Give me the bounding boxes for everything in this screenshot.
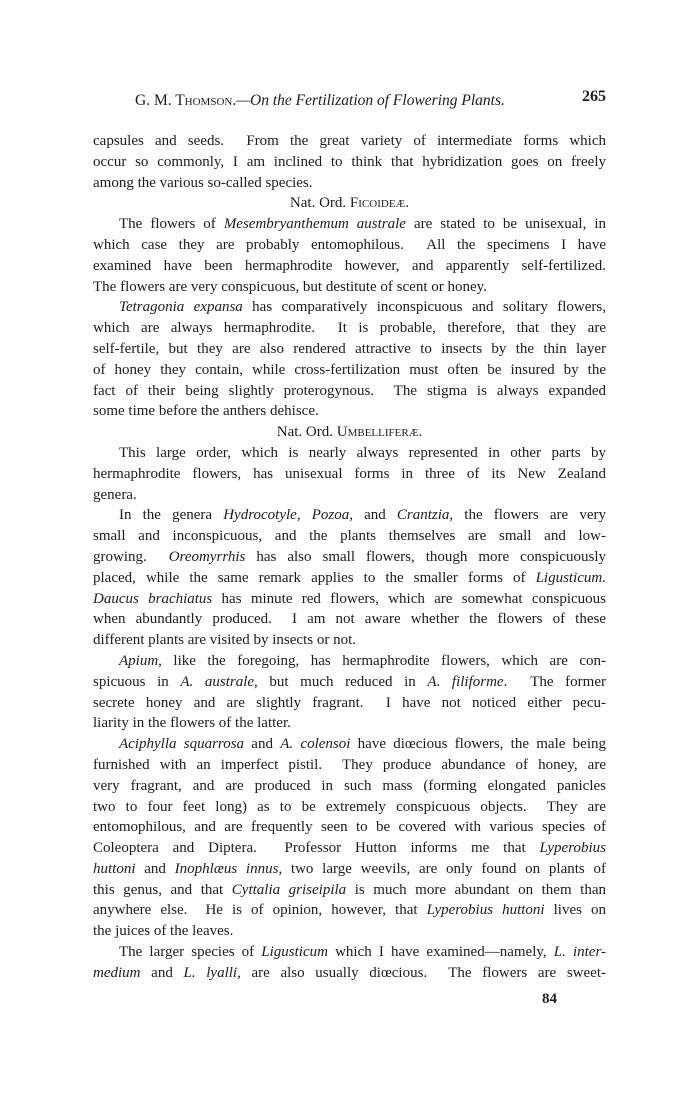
text-span: the juices of the leaves. <box>93 923 234 940</box>
italic-text: Lyperobius <box>539 840 606 857</box>
text-span: self-fertile, but they are also rendered attractive to insects by the thin layer <box>93 340 606 357</box>
section-heading <box>93 193 606 214</box>
text-span: and <box>140 964 184 981</box>
text-line <box>93 214 606 235</box>
text-line <box>93 776 606 797</box>
text-line <box>93 859 606 880</box>
text-line <box>93 381 606 402</box>
text-span: hermaphrodite flowers, has unisexual forms in three of its New Zealand <box>93 465 606 482</box>
text-span: The larger species of <box>119 944 262 961</box>
text-line <box>93 152 606 173</box>
text-line <box>93 339 606 360</box>
text-span: , <box>296 507 312 524</box>
text-span: Coleoptera and Diptera. Professor Hutton informs me that <box>93 840 540 857</box>
italic-text: Pozoa <box>311 507 350 524</box>
text-line <box>93 963 606 984</box>
italic-text: A. filiforme <box>427 673 504 690</box>
running-title <box>135 92 505 110</box>
italic-text: medium <box>93 964 141 981</box>
text-span: has comparatively inconspicuous and solitary flowers, <box>242 299 606 316</box>
italic-text: Inophlæus innus <box>174 860 279 877</box>
text-span: The flowers are very conspicuous, but destitute of scent or honey. <box>93 278 487 295</box>
running-header <box>93 88 606 114</box>
text-span: small and inconspicuous, and the plants themselves are small and low- <box>93 528 606 545</box>
text-span: The flowers of <box>119 216 224 233</box>
text-line <box>93 485 606 506</box>
text-line <box>93 235 606 256</box>
text-span: , two large weevils, are only found on plants of <box>278 860 606 877</box>
text-span: placed, while the same remark applies to the smaller forms of <box>93 569 536 586</box>
italic-text: L. inter- <box>553 944 606 961</box>
text-line <box>93 568 606 589</box>
text-span: different plants are visited by insects or not. <box>93 632 356 649</box>
text-span: This large order, which is nearly always represented in other parts by <box>119 444 606 461</box>
text-span: , and <box>349 507 397 524</box>
text-line <box>93 464 606 485</box>
italic-text: huttoni <box>93 860 136 877</box>
text-span: has also small flowers, though more conspicuously <box>245 548 606 565</box>
italic-text: A. australe <box>180 673 255 690</box>
text-span: , the flowers are very <box>449 507 606 524</box>
article-title: —On the Fertilization of Flowering Plants. <box>236 92 505 109</box>
italic-text: Tetragonia expansa <box>119 299 243 316</box>
text-line <box>93 734 606 755</box>
text-line <box>93 589 606 610</box>
text-span: , like the foregoing, has hermaphrodite flowers, which are con- <box>158 652 606 669</box>
italic-text: Ligusticum. <box>535 569 606 586</box>
text-span: liarity in the flowers of the latter. <box>93 715 291 732</box>
italic-text: Cyttalia griseipila <box>231 881 347 898</box>
text-span: and <box>135 860 175 877</box>
text-line <box>93 297 606 318</box>
italic-text: Crantzia <box>396 507 450 524</box>
italic-text: Oreomyrrhis <box>168 548 246 565</box>
text-span: this genus, and that <box>93 881 232 898</box>
text-span: , are also usually diœcious. The flowers are sweet- <box>237 964 606 981</box>
text-span: . The former <box>503 673 606 690</box>
text-span: some time before the anthers dehisce. <box>93 403 319 420</box>
text-line <box>93 921 606 942</box>
text-span: anywhere else. He is of opinion, however, that <box>93 902 427 919</box>
text-span: when abundantly produced. I am not aware whether the flowers of these <box>93 611 606 628</box>
page-number: 265 <box>582 88 606 105</box>
italic-text: Mesembryanthemum australe <box>223 216 406 233</box>
text-span: two to four feet long) as to be extremely conspicuous objects. They are <box>93 798 606 815</box>
text-line <box>93 131 606 152</box>
text-span: have diœcious flowers, the male being <box>350 736 606 753</box>
author-name: G. M. Thomson. <box>135 92 237 109</box>
text-span: fact of their being slightly proterogynous. The stigma is always expanded <box>93 382 606 399</box>
text-line <box>93 173 606 194</box>
text-span: examined have been hermaphrodite however, and apparently self-fertilized. <box>93 257 606 274</box>
italic-text: Apium <box>119 652 159 669</box>
text-span: , but much reduced in <box>254 673 428 690</box>
text-span: lives on <box>544 902 606 919</box>
text-line <box>93 797 606 818</box>
text-line <box>93 817 606 838</box>
text-line <box>93 755 606 776</box>
text-span: which I have examined—namely, <box>327 944 554 961</box>
signature-mark: 84 <box>542 991 557 1007</box>
text-line <box>93 256 606 277</box>
italic-text: Lyperobius huttoni <box>426 902 545 919</box>
italic-text: Ligusticum <box>261 944 328 961</box>
text-line <box>93 360 606 381</box>
text-span: which case they are probably entomophilous. All the specimens I have <box>93 236 606 253</box>
text-line <box>93 838 606 859</box>
small-caps-text: Umbelliferæ. <box>336 424 423 441</box>
text-span: genera. <box>93 486 137 503</box>
text-span: among the various so-called species. <box>93 174 313 191</box>
text-line <box>93 693 606 714</box>
text-span: capsules and seeds. From the great variety of intermediate forms which <box>93 133 606 149</box>
text-line <box>93 526 606 547</box>
text-line <box>93 942 606 963</box>
text-span: very fragrant, and are produced in such mass (forming elongated panicles <box>93 777 606 794</box>
text-line <box>93 880 606 901</box>
text-span: is much more abundant on them than <box>346 881 606 898</box>
small-caps-text: Ficoideæ. <box>349 195 410 212</box>
text-line <box>93 900 606 921</box>
text-span: are stated to be unisexual, in <box>405 216 606 233</box>
text-span: entomophilous, and are frequently seen to be covered with various species of <box>93 819 606 836</box>
text-line <box>93 277 606 298</box>
text-span: Nat. Ord. <box>276 424 337 441</box>
body-text <box>93 131 606 984</box>
text-line <box>93 672 606 693</box>
text-span: Nat. Ord. <box>289 195 350 212</box>
text-line <box>93 609 606 630</box>
italic-text: L. lyalli <box>183 964 238 981</box>
text-line <box>93 318 606 339</box>
italic-text: Aciphylla squarrosa <box>119 736 245 753</box>
italic-text: Hydrocotyle <box>223 507 297 524</box>
text-span: has minute red flowers, which are somewhat conspicuous <box>212 590 606 607</box>
text-line <box>93 401 606 422</box>
text-span: occur so commonly, I am inclined to think that hybridization goes on freely <box>93 153 606 170</box>
text-span: which are always hermaphrodite. It is probable, therefore, that they are <box>93 320 606 337</box>
text-span: and <box>244 736 281 753</box>
text-line <box>93 547 606 568</box>
text-span: furnished with an imperfect pistil. They produce abundance of honey, are <box>93 756 606 773</box>
text-span: of honey they contain, while cross-fertilization must often be insured by the <box>93 361 606 378</box>
text-line <box>93 443 606 464</box>
text-line <box>93 505 606 526</box>
section-heading <box>93 422 606 443</box>
text-line <box>93 630 606 651</box>
text-span: growing. <box>93 548 169 565</box>
text-span: spicuous in <box>93 673 181 690</box>
text-line <box>93 651 606 672</box>
italic-text: Daucus brachiatus <box>93 590 213 607</box>
text-span: secrete honey and are slightly fragrant. I have not noticed either pecu- <box>93 694 606 711</box>
text-span: In the genera <box>119 507 224 524</box>
italic-text: A. colensoi <box>280 736 351 753</box>
text-line <box>93 713 606 734</box>
